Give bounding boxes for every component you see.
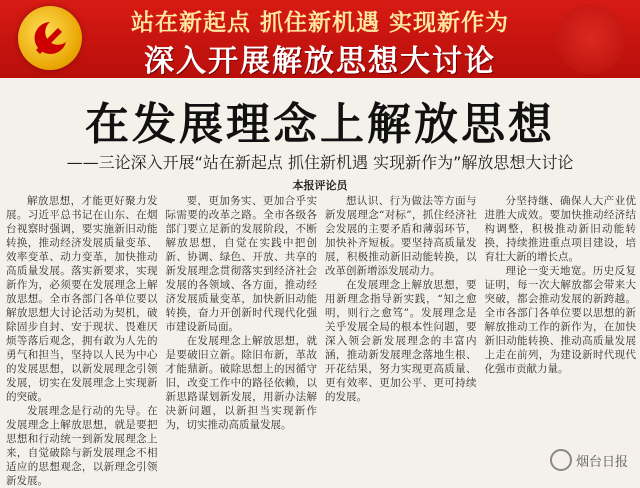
- article-column: [166, 194, 318, 479]
- source-watermark: [546, 447, 632, 473]
- paragraph: 在发展理念上解放思想，就是要破旧立新。除旧布新，革故才能鼎新。破除思想上的因循守旧，改变工作中的路径依赖，以新思路谋划新发展，用新办法解决新问题，以新担当实现新作为，切实推动高质量发展。: [165, 335, 317, 431]
- paragraph: 要，更加务实、更加合乎实际需要的改革之路。全市各级各部门要立足新的发展阶段，不断解放思想，自觉在实践中把创新、协调、绿色、开放、共享的新发展理念贯彻落实到经济社会发展的各领域、各方面，推动经济发展质量变革，加快新旧动能转换，奋力开创新时代现代化强市建设新局面。: [165, 195, 317, 333]
- banner-slogan: 站在新起点 抓住新机遇 实现新作为: [130, 10, 509, 36]
- banner-title: 深入开展解放思想大讨论: [144, 44, 496, 79]
- watermark-text: 烟台日报: [575, 454, 628, 470]
- paragraph: 发展理念是行动的先导。在发展理念上解放思想，就是要把思想和行动统一到新发展理念上来，自觉破除与新发展理念不相适应的思想观念，以新理念引领新发展。: [6, 405, 158, 487]
- article-byline: 本报评论员: [292, 179, 348, 192]
- article-body: [6, 194, 636, 487]
- article-subhead: ——三论深入开展“站在新起点 抓住新机遇 实现新作为”解放思想大讨论: [66, 153, 574, 172]
- article-column: [325, 194, 477, 479]
- article-column: [6, 194, 158, 487]
- paragraph: 解放思想，才能更好聚力发展。习近平总书记在山东、在烟台视察时强调，要实施新旧动能转换，推动经济发展质量变革、效率变革、动力变革，加快推动高质量发展。落实新要求，实现新作为，必须要在发展理念上解放思想。全市各部门各单位要以解放思想大讨论活动为契机，破除固步自封、安于现状、畏难厌烦等落后观念，拥有敢为人先的勇气和担当，坚持以人民为中心的发展思想，以新发展理念引领发展，切实在发展理念上实现新的突破。: [6, 195, 158, 403]
- paragraph: 想认识、行为做法等方面与新发展理念“对标”，抓住经济社会发展的主要矛盾和薄弱环节，加快补齐短板。要坚持高质量发展，积极推动新旧动能转换，以改革创新增添发展动力。: [325, 195, 477, 277]
- header-banner: [0, 0, 640, 78]
- wechat-logo-icon: [550, 449, 572, 471]
- paragraph: 在发展理念上解放思想，要用新理念指导新实践，“知之愈明，则行之愈笃”。发展理念是关乎发展全局的根本性问题，要深入领会新发展理念的丰富内涵，推动新发展理念落地生根、开花结果，努力实现更高质量、更有效率、更加公平、更可持续的发展。: [325, 279, 477, 403]
- paragraph: 理论一变天地宽。历史反复证明，每一次大解放都会带来大突破，都会推动发展的新跨越。全市各部门各单位要以思想的新解放推动工作的新作为，在加快新旧动能转换、推动高质量发展上走在前列，为建设新时代现代化强市贡献力量。: [484, 265, 636, 375]
- article-headline: 在发展理念上解放思想: [85, 99, 555, 150]
- paragraph: 分坚持继、确保人大产业优进胜大成效。要加快推动经济结构调整，积极推动新旧动能转换，持续推进重点项目建设，培育壮大新的增长点。: [484, 195, 636, 263]
- article-column: [485, 194, 637, 479]
